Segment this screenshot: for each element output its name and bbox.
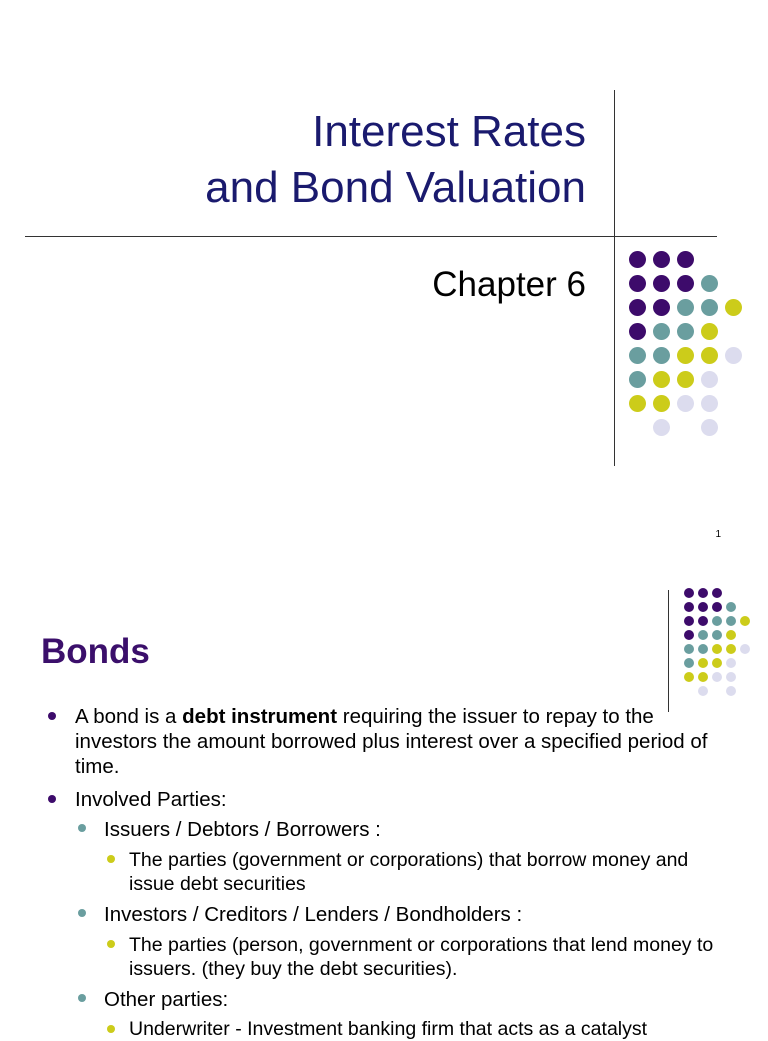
decorative-dot: [629, 371, 646, 388]
page-number: 1: [715, 529, 721, 540]
decorative-dot: [629, 251, 646, 268]
decorative-dot: [725, 347, 742, 364]
bullet-debt-instrument: [75, 704, 715, 779]
detail-bullet-marker: [107, 1025, 115, 1033]
sub-other-parties: Other parties:: [104, 988, 229, 1011]
title-line-2: and Bond Valuation: [205, 163, 586, 212]
decorative-dot: [712, 616, 722, 626]
decorative-dot: [701, 371, 718, 388]
decorative-dot: [698, 686, 708, 696]
sub-bullet-marker: [78, 909, 86, 917]
content-slide: [0, 560, 768, 1040]
detail-issuers: The parties (government or corporations) that borrow money and issue debt securities: [129, 849, 689, 895]
decorative-dot: [726, 616, 736, 626]
decorative-dot: [684, 644, 694, 654]
decorative-dot: [701, 347, 718, 364]
decorative-dot: [684, 616, 694, 626]
decorative-dot: [726, 630, 736, 640]
sub-investors: Investors / Creditors / Lenders / Bondholders :: [104, 903, 523, 926]
detail-other-parties: Underwriter - Investment banking firm that acts as a catalyst: [129, 1018, 648, 1040]
bullet1-bold: debt instrument: [182, 705, 338, 728]
decorative-dot: [677, 371, 694, 388]
bullet1-pre: A bond is a: [75, 705, 183, 728]
vertical-rule-small: [668, 590, 669, 712]
decorative-dot: [698, 616, 708, 626]
decorative-dot: [701, 395, 718, 412]
title-line-1: Interest Rates: [312, 107, 586, 156]
decorative-dot: [698, 588, 708, 598]
decorative-dot: [629, 347, 646, 364]
decorative-dot: [698, 630, 708, 640]
decorative-dot: [698, 602, 708, 612]
decorative-dot: [677, 299, 694, 316]
decorative-dot: [712, 658, 722, 668]
decorative-dot: [701, 323, 718, 340]
decorative-dot: [698, 658, 708, 668]
decorative-dot: [701, 299, 718, 316]
decorative-dot: [701, 419, 718, 436]
decorative-dot: [653, 371, 670, 388]
decorative-dot: [677, 347, 694, 364]
decorative-dot: [726, 644, 736, 654]
decorative-dot: [726, 658, 736, 668]
decorative-dot: [653, 323, 670, 340]
decorative-dot: [740, 644, 750, 654]
sub-issuers: Issuers / Debtors / Borrowers :: [104, 818, 381, 841]
slide-title: Bonds: [41, 632, 150, 671]
decorative-dot: [712, 630, 722, 640]
bullet-marker: [48, 712, 56, 720]
decorative-dot: [726, 602, 736, 612]
decorative-dot: [653, 395, 670, 412]
decorative-dot: [653, 347, 670, 364]
decorative-dot: [726, 672, 736, 682]
decorative-dot: [677, 395, 694, 412]
decorative-dot: [653, 299, 670, 316]
decorative-dot: [712, 588, 722, 598]
detail-bullet-marker: [107, 855, 115, 863]
decorative-dot: [629, 299, 646, 316]
decorative-dot: [629, 323, 646, 340]
decorative-dot: [684, 602, 694, 612]
decorative-dot: [629, 275, 646, 292]
decorative-dot: [653, 275, 670, 292]
decorative-dot: [684, 588, 694, 598]
decorative-dot: [684, 672, 694, 682]
decorative-dot: [677, 275, 694, 292]
sub-bullet-marker: [78, 824, 86, 832]
decorative-dot: [684, 658, 694, 668]
decorative-dot: [698, 672, 708, 682]
detail-bullet-marker: [107, 940, 115, 948]
decorative-dot: [629, 395, 646, 412]
decorative-dot: [653, 251, 670, 268]
decorative-dot: [677, 323, 694, 340]
decorative-dot: [684, 630, 694, 640]
decorative-dot: [701, 275, 718, 292]
decorative-dot: [653, 419, 670, 436]
decorative-dot: [698, 644, 708, 654]
decorative-dot: [740, 616, 750, 626]
bullet-involved-parties: Involved Parties:: [75, 788, 227, 811]
decorative-dot: [712, 672, 722, 682]
bullet-marker: [48, 795, 56, 803]
sub-bullet-marker: [78, 994, 86, 1002]
detail-investors: The parties (person, government or corporations that lend money to issuers. (they buy the debt securities).: [129, 934, 714, 980]
decorative-dot: [725, 299, 742, 316]
chapter-subtitle: Chapter 6: [432, 265, 586, 304]
decorative-dot: [677, 251, 694, 268]
decorative-dot: [712, 602, 722, 612]
vertical-rule: [614, 90, 615, 466]
decorative-dot: [726, 686, 736, 696]
decorative-dot: [712, 644, 722, 654]
bullet1-post: requiring the issuer to repay to the investors the amount borrowed plus interest over a specified period of time.: [75, 705, 708, 778]
